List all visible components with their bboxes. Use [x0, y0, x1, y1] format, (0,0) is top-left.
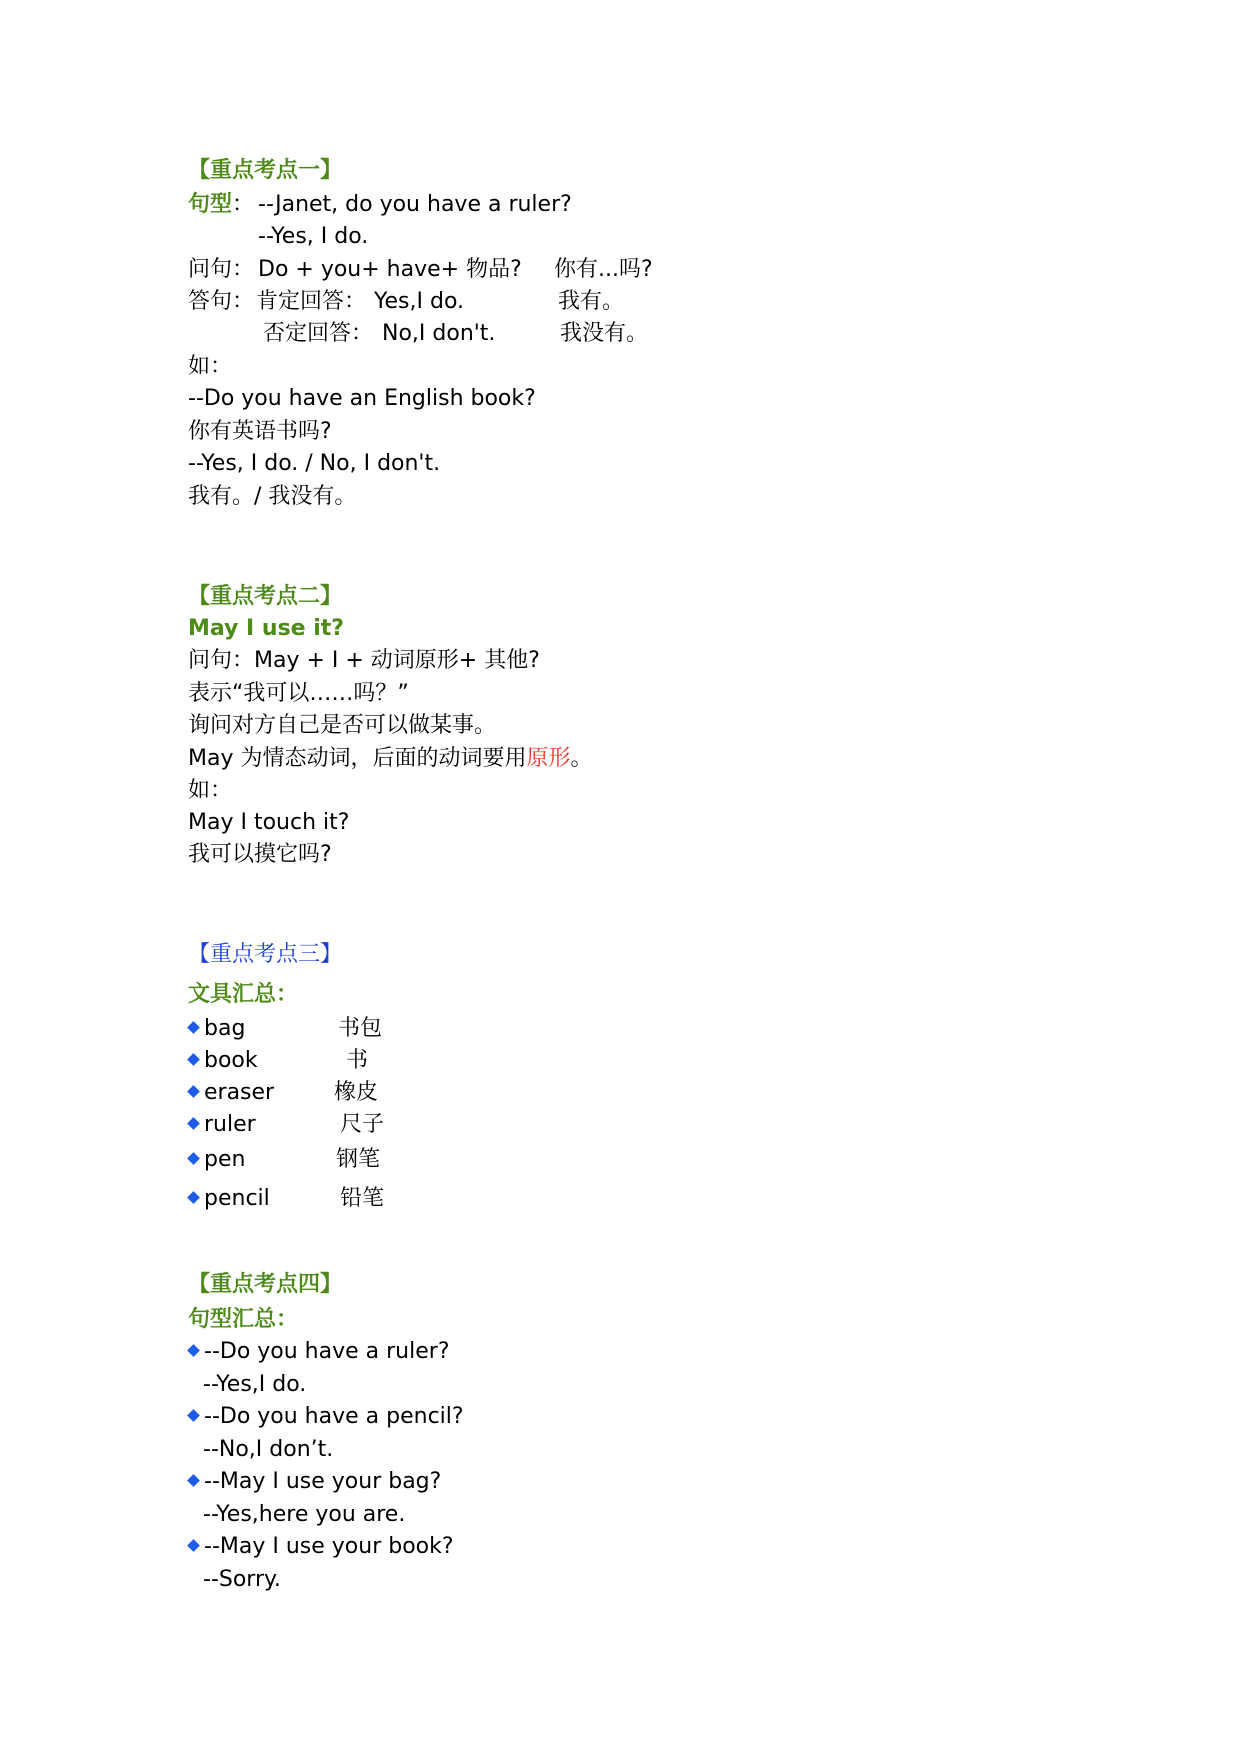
question-label: 问句： [188, 257, 255, 282]
dialog-question [188, 1467, 441, 1497]
dialog-question-text: --Do you have a ruler? [204, 1339, 450, 1364]
negative-meaning: 我没有。 [560, 321, 649, 346]
section2-note [188, 744, 593, 774]
dialog-question [188, 1532, 454, 1562]
bullet-diamond-icon [187, 1409, 200, 1422]
section2-title: May I use it? [188, 616, 345, 641]
bullet-diamond-icon [187, 1053, 200, 1066]
dialog-question-text: --May I use your book? [204, 1534, 454, 1559]
note-before: May 为情态动词，后面的动词要用 [188, 746, 527, 771]
vocab-item [188, 1110, 385, 1140]
pattern-line2: --Yes, I do. [258, 224, 369, 249]
negative-text: No,I don't. [382, 321, 496, 346]
bullet-diamond-icon [187, 1191, 200, 1204]
dialog-question [188, 1402, 464, 1432]
section1-positive-line [188, 287, 625, 317]
pattern-label: 句型 [188, 192, 233, 217]
dialog-question-text: --Do you have a pencil? [204, 1404, 464, 1429]
dialog-answer: --Yes,I do. [203, 1372, 307, 1397]
vocab-cn: 书包 [338, 1016, 383, 1041]
negative-label: 否定回答： [263, 321, 374, 346]
bullet-diamond-icon [187, 1474, 200, 1487]
bullet-diamond-icon [187, 1085, 200, 1098]
bullet-diamond-icon [187, 1539, 200, 1552]
note-highlight: 原形 [526, 746, 571, 771]
section1-example-4: 我有。/ 我没有。 [188, 484, 357, 509]
vocab-cn: 尺子 [340, 1112, 385, 1137]
section3-heading: 【重点考点三】 [188, 942, 343, 967]
dialog-question-text: --May I use your bag? [204, 1469, 442, 1494]
section2-question: 问句：May + I + 动词原形+ 其他? [188, 648, 540, 673]
bullet-diamond-icon [187, 1344, 200, 1357]
dialog-answer: --Yes,here you are. [203, 1502, 406, 1527]
pattern-line1: --Janet, do you have a ruler? [258, 192, 572, 217]
vocab-en: pencil [204, 1186, 270, 1211]
bullet-diamond-icon [187, 1021, 200, 1034]
section1-example-label: 如： [188, 354, 233, 379]
dialog-answer: --No,I don’t. [203, 1437, 334, 1462]
section1-example-3: --Yes, I do. / No, I don't. [188, 451, 441, 476]
section1-example-1: --Do you have an English book? [188, 386, 536, 411]
bullet-diamond-icon [187, 1117, 200, 1130]
vocab-cn: 铅笔 [340, 1186, 385, 1211]
positive-text: Yes,I do. [374, 289, 465, 314]
section4-heading: 【重点考点四】 [188, 1272, 343, 1297]
vocab-en: eraser [204, 1080, 275, 1105]
positive-label: 肯定回答： [256, 289, 367, 314]
section2-example-label: 如： [188, 778, 233, 803]
section2-example-1: May I touch it? [188, 810, 350, 835]
section3-title: 文具汇总： [188, 982, 299, 1007]
section1-example-2: 你有英语书吗? [188, 419, 332, 444]
vocab-en: book [204, 1048, 258, 1073]
vocab-item [188, 1145, 381, 1175]
question-meaning: 你有...吗? [554, 257, 653, 282]
section2-purpose: 询问对方自己是否可以做某事。 [188, 713, 497, 738]
vocab-item [188, 1046, 369, 1076]
dialog-answer: --Sorry. [203, 1567, 281, 1592]
section2-meaning: 表示“我可以……吗？” [188, 681, 409, 706]
section2-heading: 【重点考点二】 [188, 584, 343, 609]
vocab-cn: 橡皮 [334, 1080, 379, 1105]
vocab-en: bag [204, 1016, 246, 1041]
answer-label: 答句： [188, 289, 255, 314]
pattern-colon: ： [232, 192, 255, 217]
positive-meaning: 我有。 [558, 289, 625, 314]
vocab-item [188, 1184, 385, 1214]
note-after: 。 [570, 746, 593, 771]
question-text: Do + you+ have+ 物品? [258, 257, 522, 282]
section1-heading: 【重点考点一】 [188, 158, 343, 183]
section1-pattern-line [188, 190, 572, 220]
section1-question-line [188, 255, 653, 285]
section4-title: 句型汇总： [188, 1307, 299, 1332]
dialog-question [188, 1337, 450, 1367]
vocab-cn: 钢笔 [336, 1147, 381, 1172]
bullet-diamond-icon [187, 1152, 200, 1165]
vocab-item [188, 1014, 383, 1044]
vocab-cn: 书 [346, 1048, 369, 1073]
vocab-en: ruler [204, 1112, 256, 1137]
section2-example-2: 我可以摸它吗? [188, 842, 332, 867]
vocab-item [188, 1078, 379, 1108]
vocab-en: pen [204, 1147, 246, 1172]
